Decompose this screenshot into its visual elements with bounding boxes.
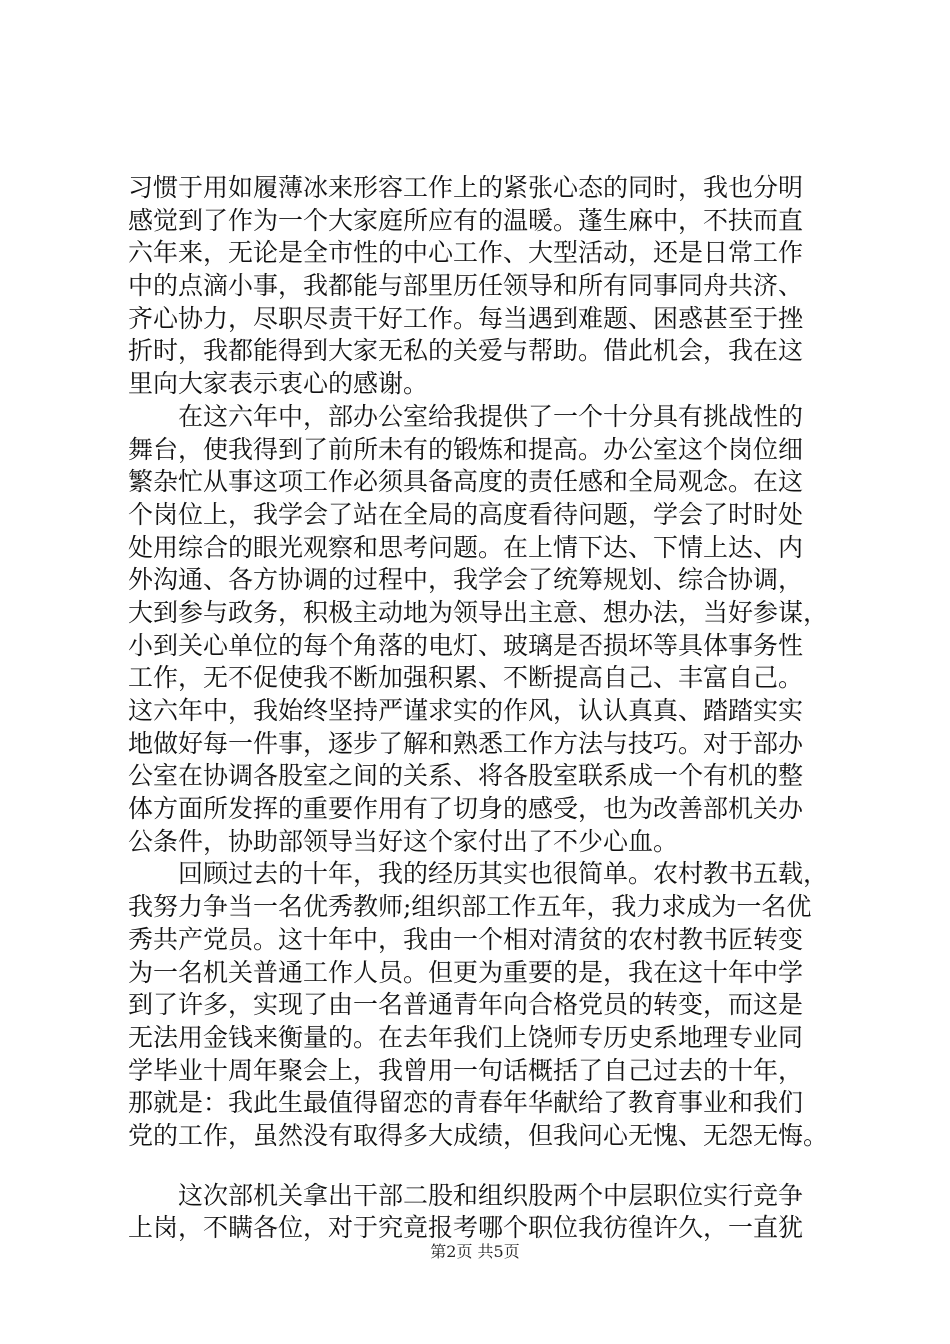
text-line: 公室在协调各股室之间的关系、将各股室联系成一个有机的整 [128,761,804,791]
text-line: 处用综合的眼光观察和思考问题。在上情下达、下情上达、内 [128,532,804,562]
text-line: 个岗位上，我学会了站在全局的高度看待问题，学会了时时处 [128,499,804,529]
text-line: 习惯于用如履薄冰来形容工作上的紧张心态的同时，我也分明 [128,173,804,202]
text-line: 学毕业十周年聚会上，我曾用一句话概括了自己过去的十年， [128,1055,804,1085]
text-line: 外沟通、各方协调的过程中，我学会了统筹规划、综合协调， [128,565,804,595]
text-line: 这次部机关拿出干部二股和组织股两个中层职位实行竞争 [128,1180,804,1210]
text-line: 地做好每一件事，逐步了解和熟悉工作方法与技巧。对于部办 [128,728,804,758]
paragraph-gap [128,1153,836,1180]
text-line: 上岗，不瞒各位，对于究竟报考哪个职位我彷徨许久，一直犹 [128,1213,804,1243]
body-text [128,172,836,1245]
page-footer: 第2页 共5页 [430,1242,520,1261]
text-line: 无法用金钱来衡量的。在去年我们上饶师专历史系地理专业同 [128,1022,804,1052]
text-line: 这六年中，我始终坚持严谨求实的作风，认认真真、踏踏实实 [128,696,804,725]
text-line: 我努力争当一名优秀教师;组织部工作五年，我力求成为一名优 [128,892,812,922]
text-line: 到了许多，实现了由一名普通青年向合格党员的转变，而这是 [128,990,804,1020]
text-line: 秀共产党员。这十年中，我由一个相对清贫的农村教书匠转变 [128,924,804,954]
text-line: 繁杂忙从事这项工作必须具备高度的责任感和全局观念。在这 [128,467,804,497]
text-line: 那就是：我此生最值得留恋的青春年华献给了教育事业和我们 [128,1088,804,1118]
text-line: 中的点滴小事，我都能与部里历任领导和所有同事同舟共济、 [128,271,804,301]
text-line: 小到关心单位的每个角落的电灯、玻璃是否损坏等具体事务性 [128,630,804,660]
text-line: 里向大家表示衷心的感谢。 [128,369,429,399]
text-line: 六年来，无论是全市性的中心工作、大型活动，还是日常工作 [128,238,804,268]
text-line: 感觉到了作为一个大家庭所应有的温暖。蓬生麻中，不扶而直 [128,205,804,235]
text-line: 在这六年中，部办公室给我提供了一个十分具有挑战性的 [128,401,804,431]
text-line: 回顾过去的十年，我的经历其实也很简单。农村教书五载， [128,859,829,889]
text-line: 折时，我都能得到大家无私的关爱与帮助。借此机会，我在这 [128,336,804,366]
text-line: 舞台，使我得到了前所未有的锻炼和提高。办公室这个岗位细 [128,434,804,464]
text-line: 体方面所发挥的重要作用有了切身的感受，也为改善部机关办 [128,794,804,824]
text-line: 大到参与政务，积极主动地为领导出主意、想办法，当好参谋， [128,597,829,627]
text-line: 党的工作，虽然没有取得多大成绩，但我问心无愧、无怨无悔。 [128,1120,829,1150]
text-line: 为一名机关普通工作人员。但更为重要的是，我在这十年中学 [128,957,804,987]
text-line: 齐心协力，尽职尽责干好工作。每当遇到难题、困惑甚至于挫 [128,303,804,333]
text-line: 公条件，协助部领导当好这个家付出了不少心血。 [128,826,679,856]
text-line: 工作，无不促使我不断加强积累、不断提高自己、丰富自己。 [128,663,804,693]
